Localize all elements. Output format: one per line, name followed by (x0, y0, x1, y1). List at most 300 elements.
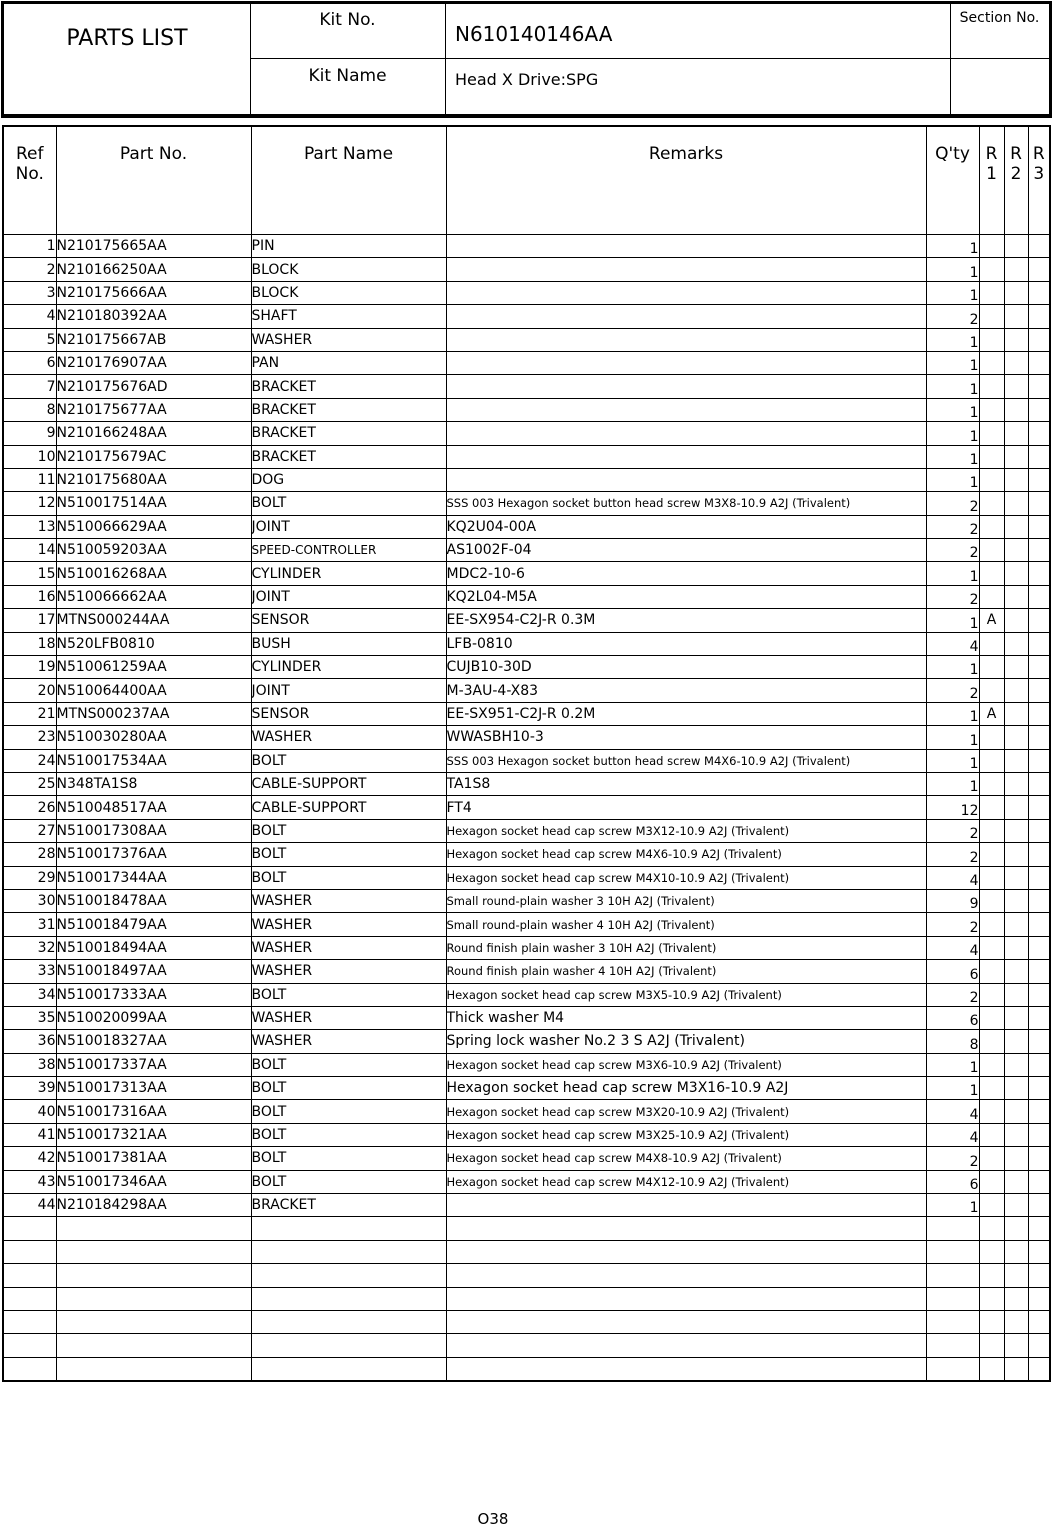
cell-ref-no: 25 (3, 772, 56, 795)
cell-quantity (926, 1264, 979, 1287)
cell-r1 (979, 1053, 1004, 1076)
cell-remarks: KQ2U04-00A (446, 515, 926, 538)
cell-quantity: 4 (926, 1123, 979, 1146)
cell-part-name (251, 1357, 446, 1381)
cell-ref-no: 19 (3, 656, 56, 679)
cell-part-no: N510017337AA (56, 1053, 251, 1076)
cell-quantity: 2 (926, 492, 979, 515)
cell-ref-no: 41 (3, 1123, 56, 1146)
cell-r1 (979, 866, 1004, 889)
cell-part-name: BOLT (251, 1123, 446, 1146)
cell-part-name: JOINT (251, 585, 446, 608)
cell-part-no: N510048517AA (56, 796, 251, 819)
cell-r3 (1028, 866, 1050, 889)
cell-r2 (1004, 445, 1028, 468)
cell-r3 (1028, 656, 1050, 679)
cell-r3 (1028, 796, 1050, 819)
table-row (3, 656, 1050, 679)
cell-r2 (1004, 1123, 1028, 1146)
cell-r3 (1028, 539, 1050, 562)
cell-part-name (251, 1240, 446, 1263)
cell-part-no (56, 1334, 251, 1357)
cell-r3 (1028, 281, 1050, 304)
cell-ref-no: 23 (3, 726, 56, 749)
cell-part-no: N510059203AA (56, 539, 251, 562)
cell-r1 (979, 726, 1004, 749)
cell-part-no: N510061259AA (56, 656, 251, 679)
cell-part-name: SHAFT (251, 305, 446, 328)
table-row (3, 819, 1050, 842)
cell-part-name: BRACKET (251, 398, 446, 421)
cell-remarks (446, 1287, 926, 1310)
table-row (3, 866, 1050, 889)
cell-r3 (1028, 562, 1050, 585)
cell-part-no: N510017376AA (56, 843, 251, 866)
cell-r1 (979, 422, 1004, 445)
cell-part-name: CABLE-SUPPORT (251, 772, 446, 795)
cell-r1 (979, 843, 1004, 866)
cell-quantity: 8 (926, 1030, 979, 1053)
cell-quantity: 1 (926, 398, 979, 421)
cell-part-no: N510017316AA (56, 1100, 251, 1123)
cell-ref-no: 9 (3, 422, 56, 445)
cell-part-no: N510017514AA (56, 492, 251, 515)
table-row (3, 1194, 1050, 1217)
table-row (3, 492, 1050, 515)
cell-quantity: 1 (926, 258, 979, 281)
cell-ref-no (3, 1264, 56, 1287)
cell-r2 (1004, 258, 1028, 281)
cell-r3 (1028, 305, 1050, 328)
cell-r2 (1004, 866, 1028, 889)
cell-r3 (1028, 913, 1050, 936)
cell-part-no: N210180392AA (56, 305, 251, 328)
cell-r3 (1028, 749, 1050, 772)
cell-r3 (1028, 1123, 1050, 1146)
cell-r3 (1028, 445, 1050, 468)
cell-part-name: BOLT (251, 492, 446, 515)
cell-ref-no: 34 (3, 983, 56, 1006)
cell-remarks (446, 1310, 926, 1333)
cell-r2 (1004, 1334, 1028, 1357)
empty-table-row (3, 1310, 1050, 1333)
cell-remarks (446, 398, 926, 421)
cell-quantity: 2 (926, 819, 979, 842)
cell-part-no: N210166250AA (56, 258, 251, 281)
table-row (3, 983, 1050, 1006)
col-header-qty: Q'ty (926, 126, 979, 235)
cell-part-name: JOINT (251, 515, 446, 538)
cell-r3 (1028, 1310, 1050, 1333)
cell-part-name: BRACKET (251, 1194, 446, 1217)
cell-quantity: 1 (926, 468, 979, 491)
cell-part-no: N510017344AA (56, 866, 251, 889)
cell-r3 (1028, 609, 1050, 632)
cell-quantity: 4 (926, 936, 979, 959)
cell-part-name: SENSOR (251, 609, 446, 632)
table-row (3, 328, 1050, 351)
cell-part-no: N510017381AA (56, 1147, 251, 1170)
cell-r1 (979, 1264, 1004, 1287)
empty-table-row (3, 1287, 1050, 1310)
cell-r1: A (979, 609, 1004, 632)
cell-part-name: WASHER (251, 726, 446, 749)
cell-part-no (56, 1217, 251, 1240)
cell-r1 (979, 1287, 1004, 1310)
cell-r3 (1028, 819, 1050, 842)
cell-part-name: JOINT (251, 679, 446, 702)
cell-r2 (1004, 889, 1028, 912)
col-header-ref-label: Ref No. (15, 144, 44, 184)
cell-part-no: MTNS000237AA (56, 702, 251, 725)
cell-r1 (979, 1194, 1004, 1217)
col-header-r3-label: R 3 (1032, 144, 1045, 184)
col-header-part-name: Part Name (251, 126, 446, 235)
col-header-r1-label: R 1 (985, 144, 998, 184)
cell-r3 (1028, 632, 1050, 655)
cell-part-no: N210175680AA (56, 468, 251, 491)
cell-ref-no: 8 (3, 398, 56, 421)
cell-part-name: PIN (251, 235, 446, 258)
cell-quantity: 6 (926, 960, 979, 983)
table-row (3, 515, 1050, 538)
cell-part-name: BOLT (251, 1053, 446, 1076)
cell-r2 (1004, 819, 1028, 842)
cell-ref-no: 15 (3, 562, 56, 585)
cell-r2 (1004, 1147, 1028, 1170)
cell-r1 (979, 819, 1004, 842)
empty-table-row (3, 1217, 1050, 1240)
cell-r3 (1028, 235, 1050, 258)
cell-remarks: AS1002F-04 (446, 539, 926, 562)
cell-ref-no: 12 (3, 492, 56, 515)
cell-remarks: WWASBH10-3 (446, 726, 926, 749)
cell-ref-no: 29 (3, 866, 56, 889)
cell-part-no: N210176907AA (56, 351, 251, 374)
cell-part-no: N510018479AA (56, 913, 251, 936)
cell-r2 (1004, 1287, 1028, 1310)
cell-part-no (56, 1264, 251, 1287)
cell-r1 (979, 258, 1004, 281)
cell-r1 (979, 1147, 1004, 1170)
cell-r1 (979, 1357, 1004, 1381)
cell-r1 (979, 1006, 1004, 1029)
cell-part-name: SPEED-CONTROLLER (251, 539, 446, 562)
cell-remarks: Thick washer M4 (446, 1006, 926, 1029)
cell-ref-no: 21 (3, 702, 56, 725)
cell-quantity: 2 (926, 515, 979, 538)
cell-part-name (251, 1264, 446, 1287)
cell-r2 (1004, 772, 1028, 795)
cell-quantity: 1 (926, 609, 979, 632)
cell-quantity: 1 (926, 702, 979, 725)
table-row (3, 1123, 1050, 1146)
empty-table-row (3, 1264, 1050, 1287)
kit-no-value: N610140146AA (455, 22, 613, 46)
col-header-part-no: Part No. (56, 126, 251, 235)
cell-r2 (1004, 1100, 1028, 1123)
cell-part-no: N510018494AA (56, 936, 251, 959)
cell-ref-no: 35 (3, 1006, 56, 1029)
cell-ref-no: 24 (3, 749, 56, 772)
cell-r1 (979, 679, 1004, 702)
cell-r1 (979, 1310, 1004, 1333)
cell-r1 (979, 351, 1004, 374)
parts-table (2, 125, 1051, 1382)
col-header-ref (3, 126, 56, 235)
cell-r1 (979, 375, 1004, 398)
table-row (3, 1100, 1050, 1123)
cell-ref-no: 31 (3, 913, 56, 936)
cell-r3 (1028, 1357, 1050, 1381)
cell-part-name (251, 1310, 446, 1333)
cell-r1 (979, 983, 1004, 1006)
table-row (3, 632, 1050, 655)
cell-quantity: 6 (926, 1170, 979, 1193)
cell-r3 (1028, 960, 1050, 983)
cell-r2 (1004, 609, 1028, 632)
cell-r3 (1028, 772, 1050, 795)
cell-quantity (926, 1357, 979, 1381)
cell-part-no: N510066662AA (56, 585, 251, 608)
cell-quantity: 2 (926, 305, 979, 328)
section-no-label: Section No. (959, 10, 1040, 26)
cell-r3 (1028, 468, 1050, 491)
cell-r2 (1004, 656, 1028, 679)
cell-part-name: CABLE-SUPPORT (251, 796, 446, 819)
cell-ref-no: 16 (3, 585, 56, 608)
cell-ref-no: 18 (3, 632, 56, 655)
cell-part-no: N510018327AA (56, 1030, 251, 1053)
cell-r3 (1028, 1077, 1050, 1100)
cell-quantity: 1 (926, 281, 979, 304)
cell-r2 (1004, 1310, 1028, 1333)
cell-remarks (446, 1357, 926, 1381)
cell-part-name (251, 1334, 446, 1357)
cell-part-no (56, 1310, 251, 1333)
cell-r1 (979, 539, 1004, 562)
cell-part-no: N510030280AA (56, 726, 251, 749)
cell-r3 (1028, 702, 1050, 725)
table-row (3, 1006, 1050, 1029)
cell-quantity: 12 (926, 796, 979, 819)
cell-r1 (979, 1170, 1004, 1193)
table-row (3, 375, 1050, 398)
cell-ref-no: 1 (3, 235, 56, 258)
cell-remarks: Hexagon socket head cap screw M4X6-10.9 A2J (Trivalent) (446, 843, 926, 866)
cell-r2 (1004, 1030, 1028, 1053)
cell-remarks: CUJB10-30D (446, 656, 926, 679)
cell-r1 (979, 796, 1004, 819)
cell-remarks: M-3AU-4-X83 (446, 679, 926, 702)
cell-r3 (1028, 1147, 1050, 1170)
cell-r3 (1028, 726, 1050, 749)
cell-ref-no: 30 (3, 889, 56, 912)
cell-part-no: N210166248AA (56, 422, 251, 445)
cell-r1 (979, 235, 1004, 258)
cell-r1 (979, 772, 1004, 795)
cell-quantity (926, 1334, 979, 1357)
cell-quantity: 1 (926, 562, 979, 585)
cell-part-no: MTNS000244AA (56, 609, 251, 632)
cell-ref-no: 27 (3, 819, 56, 842)
cell-r1 (979, 1334, 1004, 1357)
cell-r3 (1028, 1170, 1050, 1193)
cell-r3 (1028, 1334, 1050, 1357)
cell-remarks: Spring lock washer No.2 3 S A2J (Trivalent) (446, 1030, 926, 1053)
cell-part-no: N510017308AA (56, 819, 251, 842)
table-row (3, 936, 1050, 959)
cell-remarks (446, 1194, 926, 1217)
cell-part-name: WASHER (251, 1030, 446, 1053)
cell-remarks: Small round-plain washer 3 10H A2J (Trivalent) (446, 889, 926, 912)
cell-part-name: DOG (251, 468, 446, 491)
cell-r3 (1028, 328, 1050, 351)
cell-r2 (1004, 305, 1028, 328)
cell-quantity: 1 (926, 1053, 979, 1076)
cell-quantity: 4 (926, 632, 979, 655)
cell-remarks (446, 281, 926, 304)
cell-r3 (1028, 492, 1050, 515)
table-row (3, 1030, 1050, 1053)
cell-remarks (446, 258, 926, 281)
col-header-remarks: Remarks (446, 126, 926, 235)
col-header-r3 (1028, 126, 1050, 235)
table-row (3, 679, 1050, 702)
cell-part-name: CYLINDER (251, 562, 446, 585)
table-row (3, 258, 1050, 281)
cell-remarks (446, 445, 926, 468)
cell-r3 (1028, 375, 1050, 398)
cell-ref-no: 44 (3, 1194, 56, 1217)
cell-part-no: N348TA1S8 (56, 772, 251, 795)
cell-r3 (1028, 983, 1050, 1006)
cell-remarks: Hexagon socket head cap screw M4X12-10.9 A2J (Trivalent) (446, 1170, 926, 1193)
cell-remarks: EE-SX951-C2J-R 0.2M (446, 702, 926, 725)
cell-part-name: WASHER (251, 913, 446, 936)
cell-r2 (1004, 562, 1028, 585)
cell-remarks (446, 375, 926, 398)
cell-r1 (979, 1217, 1004, 1240)
cell-r1 (979, 445, 1004, 468)
cell-r1 (979, 328, 1004, 351)
page-number: O38 (477, 1510, 509, 1528)
cell-r2 (1004, 351, 1028, 374)
cell-part-name (251, 1217, 446, 1240)
cell-r1 (979, 515, 1004, 538)
cell-part-no: N510017333AA (56, 983, 251, 1006)
cell-remarks: KQ2L04-M5A (446, 585, 926, 608)
cell-r2 (1004, 749, 1028, 772)
cell-ref-no: 7 (3, 375, 56, 398)
table-row (3, 1077, 1050, 1100)
table-row (3, 749, 1050, 772)
table-row (3, 796, 1050, 819)
cell-quantity: 2 (926, 679, 979, 702)
cell-quantity: 2 (926, 1147, 979, 1170)
table-row (3, 422, 1050, 445)
table-row (3, 609, 1050, 632)
cell-part-name: BOLT (251, 1147, 446, 1170)
cell-r1 (979, 656, 1004, 679)
table-row (3, 539, 1050, 562)
cell-part-name: BLOCK (251, 258, 446, 281)
cell-r1 (979, 1030, 1004, 1053)
cell-remarks: Hexagon socket head cap screw M3X12-10.9 A2J (Trivalent) (446, 819, 926, 842)
cell-ref-no: 40 (3, 1100, 56, 1123)
cell-r3 (1028, 258, 1050, 281)
cell-part-no (56, 1240, 251, 1263)
cell-remarks: Hexagon socket head cap screw M3X25-10.9 A2J (Trivalent) (446, 1123, 926, 1146)
cell-remarks (446, 468, 926, 491)
cell-r3 (1028, 398, 1050, 421)
cell-part-name: BUSH (251, 632, 446, 655)
cell-remarks: Small round-plain washer 4 10H A2J (Trivalent) (446, 913, 926, 936)
cell-part-no: N510017346AA (56, 1170, 251, 1193)
cell-r3 (1028, 936, 1050, 959)
col-header-r1 (979, 126, 1004, 235)
cell-ref-no: 26 (3, 796, 56, 819)
cell-part-name: WASHER (251, 960, 446, 983)
cell-quantity: 1 (926, 235, 979, 258)
cell-r1 (979, 936, 1004, 959)
cell-remarks: Hexagon socket head cap screw M3X5-10.9 A2J (Trivalent) (446, 983, 926, 1006)
cell-r1 (979, 585, 1004, 608)
cell-ref-no: 5 (3, 328, 56, 351)
cell-quantity: 1 (926, 656, 979, 679)
cell-part-name: BRACKET (251, 375, 446, 398)
cell-remarks (446, 1217, 926, 1240)
table-header-row (3, 126, 1050, 235)
cell-r2 (1004, 1217, 1028, 1240)
cell-r3 (1028, 422, 1050, 445)
table-row (3, 235, 1050, 258)
cell-part-name: BOLT (251, 843, 446, 866)
cell-r2 (1004, 983, 1028, 1006)
cell-r2 (1004, 1170, 1028, 1193)
cell-remarks (446, 1334, 926, 1357)
cell-remarks (446, 1264, 926, 1287)
cell-r1 (979, 913, 1004, 936)
cell-r2 (1004, 1077, 1028, 1100)
cell-quantity: 1 (926, 772, 979, 795)
cell-r2 (1004, 913, 1028, 936)
cell-r2 (1004, 1053, 1028, 1076)
cell-r3 (1028, 515, 1050, 538)
cell-r2 (1004, 375, 1028, 398)
cell-r2 (1004, 679, 1028, 702)
cell-ref-no (3, 1310, 56, 1333)
cell-r3 (1028, 1194, 1050, 1217)
cell-r2 (1004, 1194, 1028, 1217)
cell-part-name: BOLT (251, 983, 446, 1006)
cell-part-no (56, 1287, 251, 1310)
cell-part-no: N210175679AC (56, 445, 251, 468)
cell-remarks: Round finish plain washer 3 10H A2J (Trivalent) (446, 936, 926, 959)
cell-r3 (1028, 1006, 1050, 1029)
cell-part-name: BOLT (251, 749, 446, 772)
cell-remarks (446, 328, 926, 351)
cell-r2 (1004, 281, 1028, 304)
cell-r2 (1004, 1240, 1028, 1263)
cell-r3 (1028, 351, 1050, 374)
cell-quantity: 1 (926, 726, 979, 749)
cell-ref-no (3, 1334, 56, 1357)
cell-quantity: 2 (926, 983, 979, 1006)
cell-r3 (1028, 585, 1050, 608)
cell-r1 (979, 398, 1004, 421)
cell-r2 (1004, 796, 1028, 819)
